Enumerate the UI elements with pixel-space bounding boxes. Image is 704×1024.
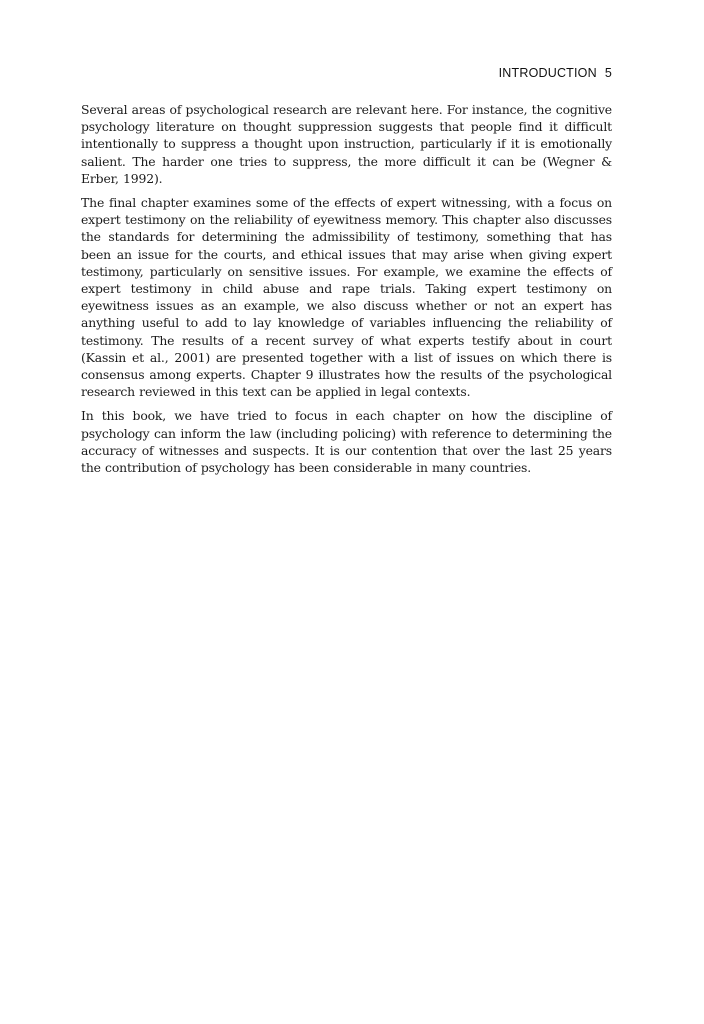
paragraph-book-focus: In this book, we have tried to focus in each chapter on how the discipline of psychology can inform the law (including policing) with reference to determining the accuracy of witnesses and suspects. It is our contention that over the last 25 years the contribution of psychology has been considerable in many countries. — [81, 408, 612, 476]
section-title: INTRODUCTION — [498, 66, 597, 80]
paragraph-thought-suppression: Several areas of psychological research are relevant here. For instance, the cognitive psychology literature on thought suppression suggests that people find it difficult intentionally to suppress a thought upon instruction, particularly if it is emotionally salient. The harder one tries to suppress, the more difficult it can be (Wegner & Erber, 1992). — [81, 102, 612, 186]
running-head — [499, 66, 612, 80]
paragraph-expert-witnessing: The final chapter examines some of the effects of expert witnessing, with a focus on expert testimony on the reliability of eyewitness memory. This chapter also discusses the standards for determining the admissibility of testimony, something that has been an issue for the courts, and ethical issues that may arise when giving expert testimony, particularly on sensitive issues. For example, we examine the effects of expert testimony in child abuse and rape trials. Taking expert testimony on eyewitness issues as an example, we also discuss whether or not an expert has anything useful to add to lay knowledge of variables influencing the reliability of testimony. The results of a recent survey of what experts testify about in court (Kassin et al., 2001) are presented together with a list of issues on which there is consensus among experts. Chapter 9 illustrates how the results of the psychological research reviewed in this text can be applied in legal contexts. — [81, 195, 612, 400]
body-text — [81, 101, 612, 483]
page-number: 5 — [604, 66, 612, 80]
